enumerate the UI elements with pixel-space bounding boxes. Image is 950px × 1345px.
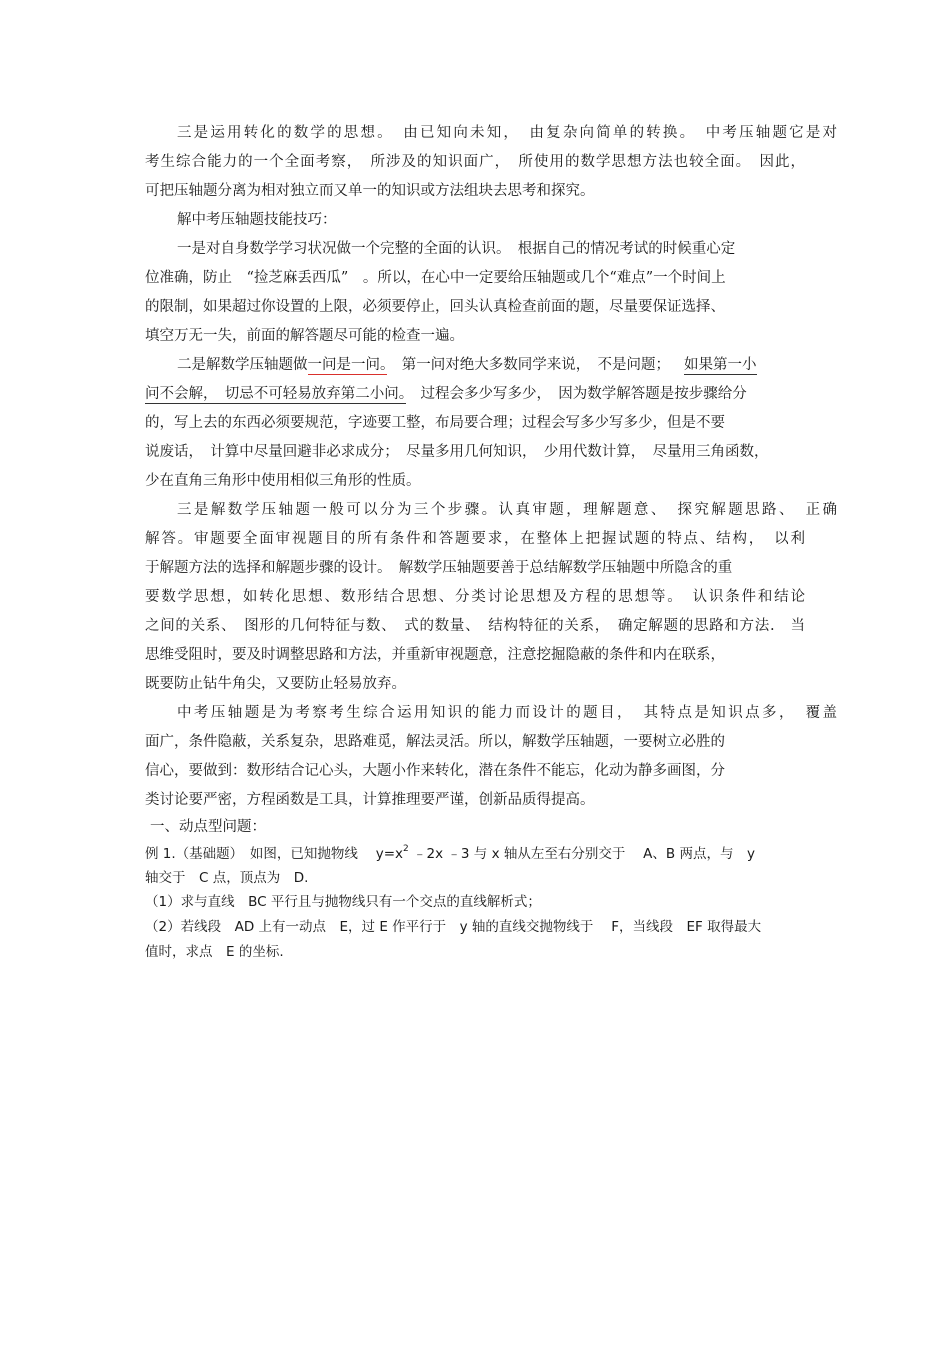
para3-line1: [177, 355, 757, 375]
para4-line5: 之间的关系、 图形的几何特征与数、 式的数量、 结构特征的关系， 确定解题的思路和方法. 当: [145, 618, 805, 634]
para3-line4: 说废话， 计算中尽量回避非必求成分； 尽量多用几何知识， 少用代数计算， 尽量用三角函数，: [145, 444, 769, 460]
para3-text-a: 二是解数学压轴题做: [177, 357, 308, 373]
para5-line1: 中考压轴题是为考察考生综合运用知识的能力而设计的题目， 其特点是知识点多， 覆盖: [177, 705, 837, 721]
section-heading: 解中考压轴题技能技巧：: [177, 212, 337, 228]
problem-type-heading: 一、动点型问题：: [150, 819, 266, 835]
para1-line2: 考生综合能力的一个全面考察， 所涉及的知识面广， 所使用的数学思想方法也较全面。 因此，: [145, 154, 805, 170]
para5-line4: 类讨论要严密，方程函数是工具，计算推理要严谨，创新品质得提高。: [145, 792, 595, 808]
para2-line1: 一是对自身数学学习状况做一个完整的全面的认识。 根据自己的情况考试的时候重心定: [177, 241, 736, 257]
example-text-b: ﹣2x ﹣3 与 x 轴从左至右分别交于 A、B 两点，与 y: [408, 846, 755, 862]
para1-line3: 可把压轴题分离为相对独立而又单一的知识或方法组块去思考和探究。: [145, 183, 595, 199]
para3-text-b: 第一问对绝大多数同学来说， 不是问题；: [387, 357, 670, 373]
para4-line3: 于解题方法的选择和解题步骤的设计。 解数学压轴题要善于总结解数学压轴题中所隐含的重: [145, 560, 733, 576]
para4-line7: 既要防止钻牛角尖，又要防止轻易放弃。: [145, 676, 406, 692]
para4-line4: 要数学思想，如转化思想、数形结合思想、分类讨论思想及方程的思想等。 认识条件和结论: [145, 589, 805, 605]
example-text-a: 例 1.（基础题） 如图，已知抛物线 y=x: [145, 846, 404, 862]
question-2-line1: （2）若线段 AD 上有一动点 E，过 E 作平行于 y 轴的直线交抛物线于 F，当线段 EF 取得最大: [145, 919, 762, 935]
para3-text-c: 过程会多少写多少， 因为数学解答题是按步骤给分: [406, 386, 747, 402]
underlined-red-text: 一问是一问。: [307, 357, 388, 373]
underlined-text-1: 如果第一小: [684, 357, 757, 373]
example-line2: 轴交于 C 点，顶点为 D.: [145, 870, 309, 886]
para1-line1: 三是运用转化的数学的思想。 由已知向未知， 由复杂向简单的转换。 中考压轴题它是对: [177, 125, 837, 141]
superscript-2: 2: [403, 844, 409, 854]
question-1: （1）求与直线 BC 平行且与抛物线只有一个交点的直线解析式；: [145, 894, 541, 910]
para5-line3: 信心，要做到：数形结合记心头，大题小作来转化，潜在条件不能忘，化动为静多画图，分: [145, 763, 725, 779]
para3-line5: 少在直角三角形中使用相似三角形的性质。: [145, 473, 421, 489]
para2-line3: 的限制，如果超过你设置的上限，必须要停止，回头认真检查前面的题，尽量要保证选择、: [145, 299, 725, 315]
para3-line2: [145, 384, 747, 404]
example-line1: [145, 844, 755, 864]
para5-line2: 面广，条件隐蔽，关系复杂，思路难觅，解法灵活。所以，解数学压轴题，一要树立必胜的: [145, 734, 725, 750]
para2-line4: 填空万无一失，前面的解答题尽可能的检查一遍。: [145, 328, 464, 344]
question-2-line2: 值时，求点 E 的坐标.: [145, 944, 284, 960]
underlined-text-2: 问不会解， 切忌不可轻易放弃第二小问。: [145, 386, 406, 402]
para4-line2: 解答。审题要全面审视题目的所有条件和答题要求，在整体上把握试题的特点、结构， 以利: [145, 531, 805, 547]
para4-line6: 思维受阻时，要及时调整思路和方法，并重新审视题意，注意挖掘隐蔽的条件和内在联系，: [145, 647, 725, 663]
para4-line1: 三是解数学压轴题一般可以分为三个步骤。认真审题，理解题意、 探究解题思路、 正确: [177, 502, 837, 518]
para3-line3: 的，写上去的东西必须要规范，字迹要工整，布局要合理；过程会写多少写多少，但是不要: [145, 415, 725, 431]
para2-line2: 位准确，防止 “捡芝麻丢西瓜” 。所以，在心中一定要给压轴题或几个“难点”一个时间上: [145, 270, 726, 286]
